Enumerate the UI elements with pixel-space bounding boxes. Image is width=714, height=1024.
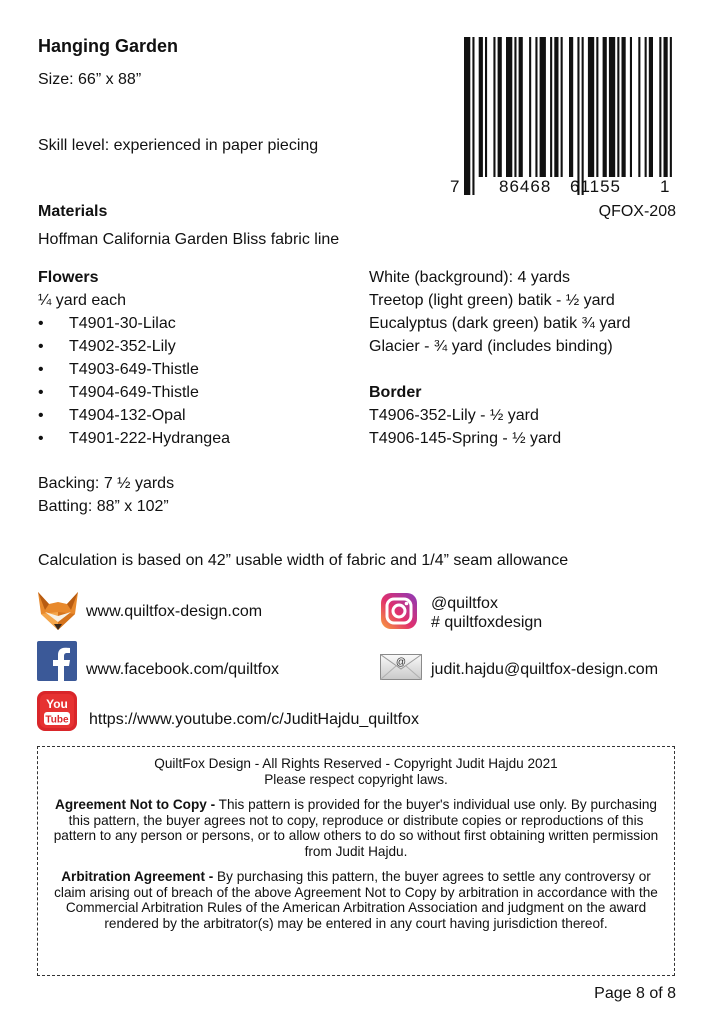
border-heading: Border xyxy=(369,384,422,401)
barcode-bar xyxy=(649,37,653,177)
page-title: Hanging Garden xyxy=(38,36,179,56)
page-number: Page 8 of 8 xyxy=(594,985,676,1002)
flowers-heading: Flowers xyxy=(38,269,99,286)
copyright-line: Please respect copyright laws. xyxy=(264,771,448,787)
barcode-bar xyxy=(479,37,483,177)
barcode-bars xyxy=(462,37,674,199)
barcode-bar xyxy=(638,37,640,177)
email-link[interactable]: judit.hajdu@quiltfox-design.com xyxy=(431,661,659,678)
barcode-bar xyxy=(630,37,632,177)
barcode-bar xyxy=(622,37,626,177)
arbitration-text: By purchasing this pattern, the buyer agrees to settle any controversy or claim arising out of breach of the above Agreement Not to Copy by arbitration in accordance with the Commercial Arbitration Rules of the American Arbitration Association and judgment on the award rendered by the arbitrator(s) may be entered in any court having jurisdiction thereof. xyxy=(54,869,658,931)
flower-fabric-code: T4904-649-Thistle xyxy=(69,384,199,401)
youtube-link[interactable]: https://www.youtube.com/c/JuditHajdu_quiltfox xyxy=(89,711,419,728)
barcode-digits-group1: 86468 xyxy=(499,177,552,196)
instagram-hashtag: # quiltfoxdesign xyxy=(431,614,543,631)
facebook-link[interactable]: www.facebook.com/quiltfox xyxy=(86,661,279,678)
barcode-bar xyxy=(569,37,573,177)
fox-logo-icon xyxy=(37,590,79,632)
barcode-bar xyxy=(550,37,552,177)
agreement-not-to-copy xyxy=(38,797,674,859)
backing-text: Backing: 7 ½ yards xyxy=(38,475,175,492)
barcode-bar xyxy=(577,37,579,195)
instagram-icon xyxy=(380,592,418,630)
barcode-bar xyxy=(659,37,661,177)
batting-text: Batting: 88” x 102” xyxy=(38,498,169,515)
fabric-requirement: Eucalyptus (dark green) batik ¾ yard xyxy=(369,315,631,332)
barcode-digit-left: 7 xyxy=(450,177,460,196)
facebook-icon xyxy=(37,641,77,681)
barcode-bar xyxy=(464,37,470,195)
border-fabric: T4906-352-Lily - ½ yard xyxy=(369,407,539,424)
flower-fabric-code: T4904-132-Opal xyxy=(69,407,186,424)
agreement-title: Agreement Not to Copy - xyxy=(55,797,216,812)
barcode-bar xyxy=(535,37,537,177)
sku-code: QFOX-208 xyxy=(598,203,676,220)
flowers-amount: ¼ yard each xyxy=(38,292,127,309)
barcode-digit-right: 1 xyxy=(660,177,670,196)
bullet: • xyxy=(38,338,44,355)
bullet: • xyxy=(38,430,44,447)
barcode-bar xyxy=(506,37,512,177)
barcode-bar xyxy=(588,37,594,177)
copyright-line: QuiltFox Design - All Rights Reserved - Copyright Judit Hajdu 2021 xyxy=(154,756,558,771)
bullet: • xyxy=(38,407,44,424)
size-text: Size: 66” x 88” xyxy=(38,71,142,88)
barcode-bar xyxy=(617,37,619,177)
agreement-text: This pattern is provided for the buyer's individual use only. By purchasing this pattern, the buyer agrees not to copy, reproduce or distribute copies or reproductions of this pattern to any person or persons, or to allow others to do so without first obtaining written permission from Judit Hajdu. xyxy=(53,797,659,859)
copyright-section xyxy=(38,756,674,787)
barcode-bar xyxy=(582,37,584,195)
flower-fabric-code: T4902-352-Lily xyxy=(69,338,176,355)
barcode-bar xyxy=(529,37,531,177)
barcode-bar xyxy=(498,37,502,177)
barcode-bar xyxy=(519,37,523,177)
flower-fabric-code: T4901-30-Lilac xyxy=(69,315,176,332)
flower-fabric-code: T4901-222-Hydrangea xyxy=(69,430,230,447)
materials-heading: Materials xyxy=(38,203,108,220)
flower-fabric-code: T4903-649-Thistle xyxy=(69,361,199,378)
calculation-note: Calculation is based on 42” usable width of fabric and 1/4” seam allowance xyxy=(38,552,569,569)
barcode-bar xyxy=(664,37,668,177)
barcode-bar xyxy=(540,37,546,177)
barcode-bar xyxy=(670,37,672,177)
copyright-notice-box xyxy=(37,746,675,976)
bullet: • xyxy=(38,384,44,401)
skill-level-text: Skill level: experienced in paper piecing xyxy=(38,137,319,154)
fabric-requirement: Glacier - ¾ yard (includes binding) xyxy=(369,338,613,355)
envelope-icon xyxy=(380,654,422,680)
barcode-bar xyxy=(603,37,607,177)
bullet: • xyxy=(38,315,44,332)
arbitration-agreement xyxy=(38,869,674,931)
barcode-bar xyxy=(609,37,615,177)
fabric-requirement: White (background): 4 yards xyxy=(369,269,570,286)
barcode xyxy=(450,37,674,199)
barcode-bar xyxy=(472,37,474,195)
barcode-bar xyxy=(561,37,563,177)
barcode-digits-group2: 61155 xyxy=(570,177,622,196)
fabric-line-text: Hoffman California Garden Bliss fabric line xyxy=(38,231,340,248)
arbitration-title: Arbitration Agreement - xyxy=(61,869,214,884)
fabric-requirement: Treetop (light green) batik - ½ yard xyxy=(369,292,615,309)
barcode-bar xyxy=(514,37,516,177)
barcode-bar xyxy=(554,37,558,177)
youtube-icon-text-you: You xyxy=(46,697,68,711)
bullet: • xyxy=(38,361,44,378)
youtube-icon-text-tube: Tube xyxy=(45,714,69,726)
youtube-icon xyxy=(37,691,77,731)
barcode-bar xyxy=(645,37,647,177)
envelope-at-sign: @ xyxy=(395,657,407,668)
barcode-bar xyxy=(485,37,487,177)
instagram-handle-link[interactable]: @quiltfox xyxy=(431,595,498,612)
barcode-bar xyxy=(493,37,495,177)
website-link[interactable]: www.quiltfox-design.com xyxy=(86,603,263,620)
barcode-bar xyxy=(596,37,598,177)
border-fabric: T4906-145-Spring - ½ yard xyxy=(369,430,562,447)
